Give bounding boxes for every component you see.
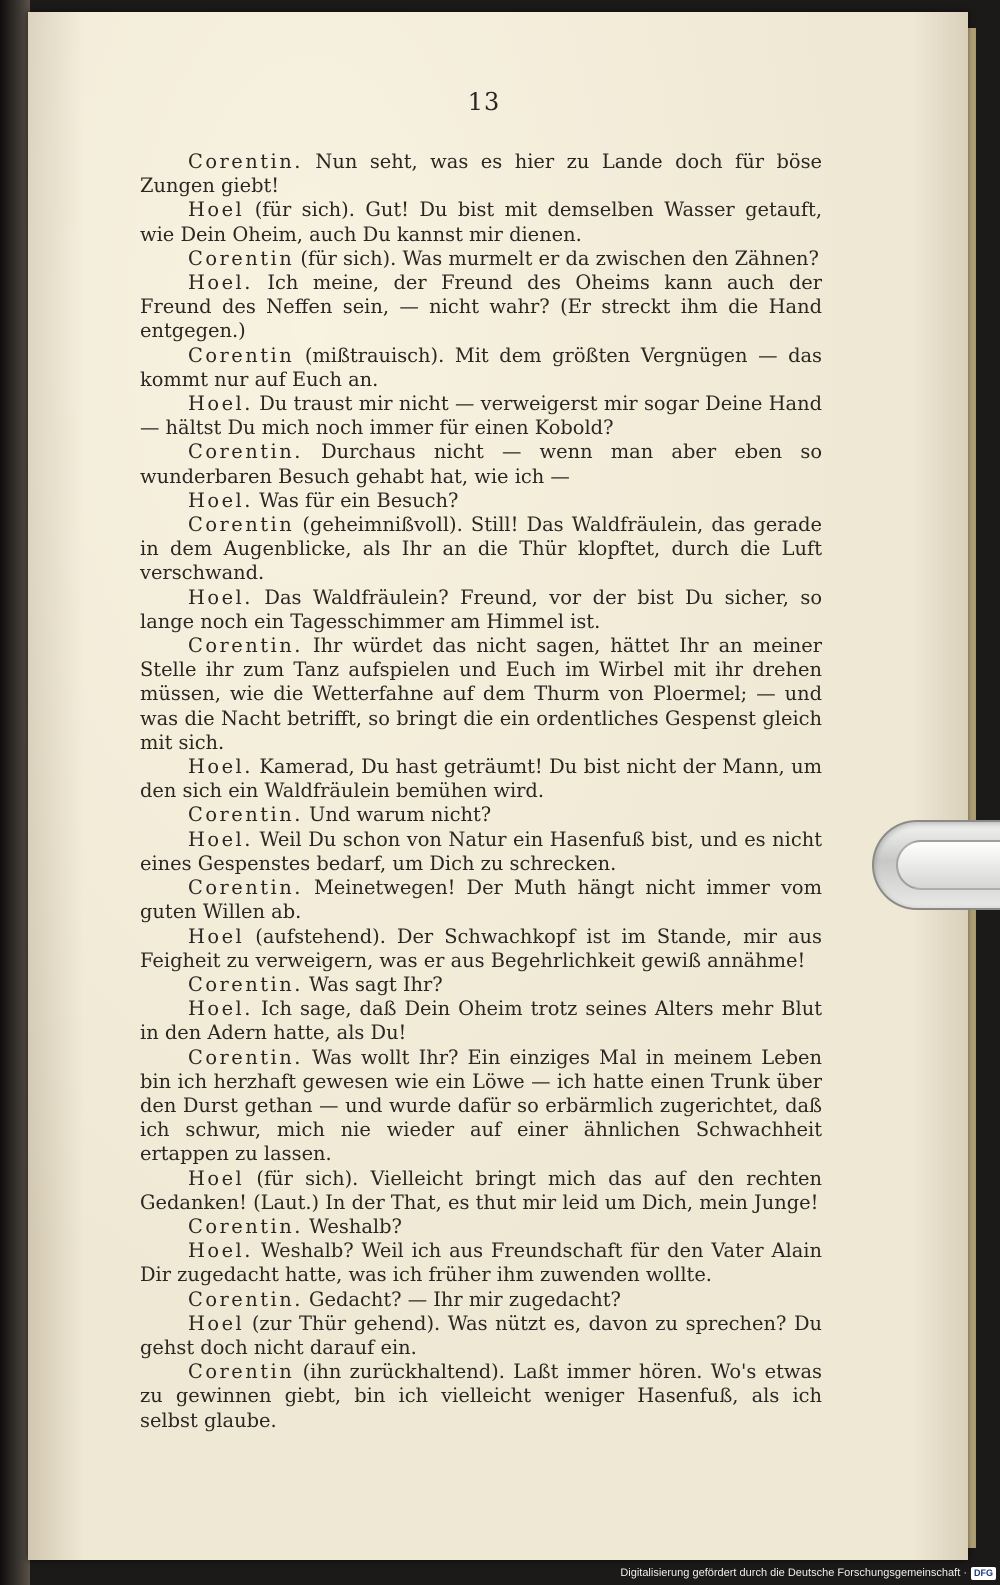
book-page — [28, 12, 968, 1560]
dialogue-text: Vielleicht bringt mich das auf den rechten Gedanken! (Laut.) In der That, es thut mir leid um Dich, mein Junge! — [140, 1166, 822, 1214]
dialogue-text: Ihr würdet das nicht sagen, hättet Ihr an meiner Stelle ihr zum Tanz aufspielen und Euch im Wirbel mit ihr drehen müssen, wie die Wetterfahne auf dem Thurm von Ploermel; — und was die Nacht betrifft, so bringt die ein ordentliches Gespenst gleich mit sich. — [140, 634, 822, 754]
dialogue-text: Das Waldfräulein? Freund, vor der bist Du sicher, so lange noch ein Tagesschimmer am Himmel ist. — [140, 585, 822, 633]
footer-credit — [620, 1563, 996, 1583]
dialogue-text: Du traust mir nicht — verweigerst mir sogar Deine Hand — hältst Du mich noch immer für einen Kobold? — [140, 392, 822, 440]
stage-direction: (geheimnißvoll). — [294, 513, 463, 537]
dialogue-text: Gedacht? — Ihr mir zugedacht? — [302, 1287, 621, 1311]
speaker-name: Corentin. — [188, 876, 303, 900]
speaker-name: Hoel. — [188, 488, 253, 512]
dialogue-paragraph — [140, 634, 822, 755]
dialogue-paragraph — [140, 1288, 822, 1312]
speaker-name: Hoel. — [188, 997, 253, 1021]
speaker-name: Corentin. — [188, 440, 303, 464]
dialogue-text: Was nützt es, davon zu sprechen? Du gehst doch nicht darauf ein. — [140, 1311, 822, 1359]
dialogue-paragraph — [140, 1312, 822, 1360]
dialogue-text: Was für ein Besuch? — [252, 488, 459, 512]
speaker-name: Corentin. — [188, 1287, 303, 1311]
speaker-name: Corentin — [188, 246, 295, 270]
page-text — [140, 150, 822, 1433]
dialogue-text: Still! Das Waldfräulein, das gerade in dem Augenblicke, als Ihr an die Thür klopftet, durch die Luft verschwand. — [140, 513, 823, 585]
dialogue-text: Weil Du schon von Natur ein Hasenfuß bist, und es nicht eines Gespenstes bedarf, um Dich zu schrecken. — [140, 827, 822, 875]
stage-direction: (für sich). — [244, 1166, 359, 1190]
stage-direction: (aufstehend). — [244, 924, 386, 948]
page-number: 13 — [467, 88, 501, 116]
dialogue-paragraph — [140, 440, 822, 488]
speaker-name: Corentin — [188, 343, 295, 367]
stage-direction: (für sich). — [244, 198, 355, 222]
speaker-name: Hoel — [188, 1166, 245, 1190]
dialogue-paragraph — [140, 586, 822, 634]
dialogue-text: Ich sage, daß Dein Oheim trotz seines Alters mehr Blut in den Adern hatte, als Du! — [140, 997, 822, 1045]
dialogue-text: Weshalb? Weil ich aus Freundschaft für den Vater Alain Dir zugedacht hatte, was ich früher ihm zuwenden wollte. — [140, 1239, 822, 1287]
page-clip-inner — [896, 840, 1000, 890]
dialogue-paragraph — [140, 925, 822, 973]
dialogue-text: Ich meine, der Freund des Oheims kann auch der Freund des Neffen sein, — nicht wahr? (Er streckt ihm die Hand entgegen.) — [140, 271, 822, 343]
dialogue-text: Meinetwegen! Der Muth hängt nicht immer vom guten Willen ab. — [140, 876, 822, 924]
dialogue-text: Gut! Du bist mit demselben Wasser getauft, wie Dein Oheim, auch Du kannst mir dienen. — [140, 198, 822, 246]
dialogue-paragraph — [140, 1239, 822, 1287]
stage-direction: (mißtrauisch). — [294, 343, 445, 367]
dialogue-paragraph — [140, 198, 822, 246]
dialogue-paragraph — [140, 392, 822, 440]
dialogue-text: Mit dem größten Vergnügen — das kommt nur auf Euch an. — [140, 343, 822, 391]
dialogue-text: Was sagt Ihr? — [302, 972, 443, 996]
dialogue-paragraph — [140, 247, 822, 271]
dialogue-paragraph — [140, 271, 822, 344]
dialogue-paragraph — [140, 1360, 822, 1433]
speaker-name: Corentin. — [188, 803, 303, 827]
speaker-name: Hoel. — [188, 755, 253, 779]
dialogue-paragraph — [140, 1046, 822, 1167]
dialogue-paragraph — [140, 876, 822, 924]
speaker-name: Corentin. — [188, 1214, 303, 1238]
dialogue-text: Und warum nicht? — [302, 803, 492, 827]
stage-direction: (zur Thür gehend). — [244, 1311, 441, 1335]
dialogue-paragraph — [140, 489, 822, 513]
dialogue-text: Kamerad, Du hast geträumt! Du bist nicht der Mann, um den sich ein Waldfräulein bemühen wird. — [140, 755, 822, 803]
dialogue-text: Was murmelt er da zwischen den Zähnen? — [396, 246, 819, 270]
page-clip — [872, 820, 1000, 910]
dfg-logo-icon: DFG — [971, 1567, 996, 1580]
dialogue-paragraph — [140, 150, 822, 198]
stage-direction: (ihn zurückhaltend). — [294, 1360, 505, 1384]
dialogue-paragraph — [140, 344, 822, 392]
dialogue-text: Laßt immer hören. Wo's etwas zu gewinnen giebt, bin ich vielleicht weniger Hasenfuß, als ich selbst glaube. — [140, 1360, 822, 1432]
speaker-name: Corentin. — [188, 972, 303, 996]
speaker-name: Hoel — [188, 924, 245, 948]
dialogue-paragraph — [140, 803, 822, 827]
book-binding — [0, 0, 30, 1585]
speaker-name: Hoel. — [188, 271, 253, 295]
footer-text: Digitalisierung gefördert durch die Deutsche Forschungsgemeinschaft · — [620, 1567, 967, 1579]
dialogue-paragraph — [140, 1167, 822, 1215]
dialogue-paragraph — [140, 513, 822, 586]
speaker-name: Corentin. — [188, 1045, 303, 1069]
dialogue-text: Was wollt Ihr? Ein einziges Mal in meinem Leben bin ich herzhaft gewesen wie ein Löwe — ich hatte einen Trunk über den Durst gethan — und wurde dafür so erbärmlich zugerichtet, daß ich schwur, mich nie wieder auf einer ähnlichen Schwachheit ertappen zu lassen. — [140, 1045, 822, 1166]
dialogue-text: Nun seht, was es hier zu Lande doch für böse Zungen giebt! — [140, 150, 822, 198]
dialogue-paragraph — [140, 973, 822, 997]
dialogue-text: Weshalb? — [302, 1214, 402, 1238]
speaker-name: Hoel. — [188, 585, 253, 609]
dialogue-text: Der Schwachkopf ist im Stande, mir aus Feigheit zu verweigern, was er aus Begehrlichkeit gewiß annähme! — [140, 924, 822, 972]
dialogue-paragraph — [140, 1215, 822, 1239]
speaker-name: Hoel — [188, 1311, 245, 1335]
speaker-name: Corentin — [188, 1360, 295, 1384]
speaker-name: Hoel. — [188, 827, 253, 851]
dialogue-paragraph — [140, 755, 822, 803]
speaker-name: Corentin. — [188, 150, 303, 173]
speaker-name: Corentin. — [188, 634, 303, 658]
dialogue-paragraph — [140, 997, 822, 1045]
speaker-name: Hoel. — [188, 1239, 253, 1263]
stage-direction: (für sich). — [294, 246, 397, 270]
speaker-name: Hoel — [188, 198, 245, 222]
speaker-name: Hoel. — [188, 392, 253, 416]
speaker-name: Corentin — [188, 513, 295, 537]
dialogue-paragraph — [140, 828, 822, 876]
dialogue-text: Durchaus nicht — wenn man aber eben so wunderbaren Besuch gehabt hat, wie ich — — [140, 440, 822, 488]
